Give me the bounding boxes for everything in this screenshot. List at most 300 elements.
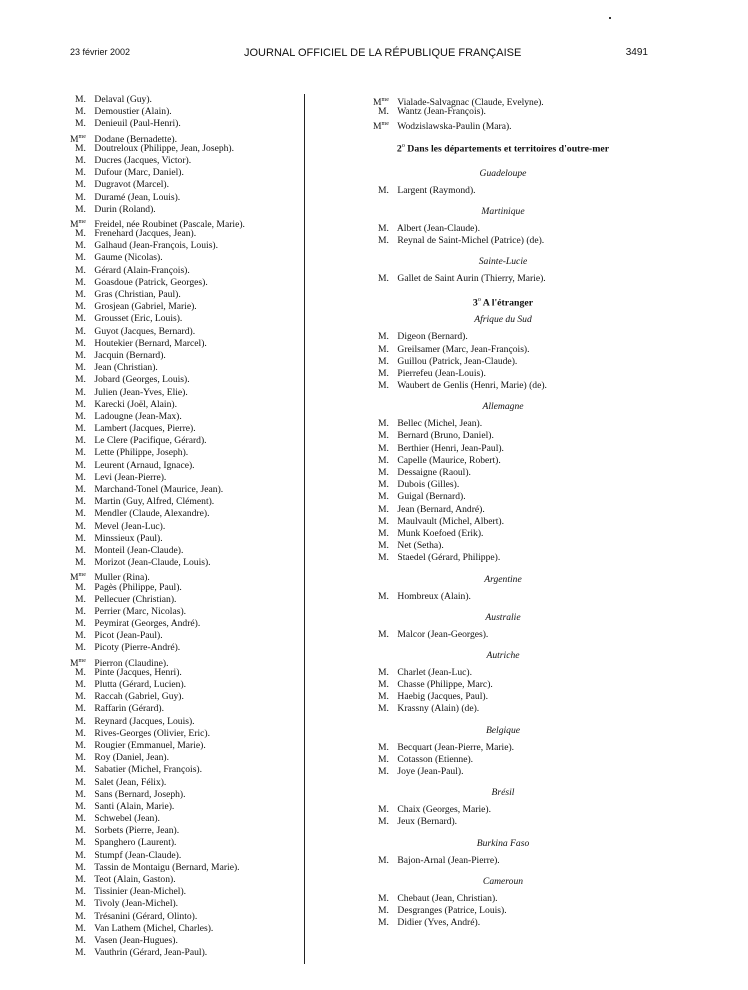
list-item [378,679,628,691]
list-item [75,204,295,216]
civility-title-sup: me [78,657,86,664]
list-item [75,374,295,386]
person-name: Waubert de Genlis (Henri, Marie) (de). [395,380,547,392]
person-name: Pierron (Claudine). [92,657,169,669]
civility-title: M. [75,252,86,264]
list-item [75,277,295,289]
list-item [75,801,295,813]
civility-title: M. [75,386,86,398]
civility-title: M. [75,459,86,471]
person-name: Bajon-Arnal (Jean-Pierre). [395,854,500,866]
civility-title: M. [75,167,86,179]
column-divider [304,94,305,964]
civility-title: M. [378,273,389,285]
list-item [75,179,295,191]
person-name: Lambert (Jacques, Pierre). [92,423,196,435]
list-item [75,118,295,130]
list-item [75,837,295,849]
list-item [378,703,628,715]
civility-title: M. [75,837,86,849]
civility-title: M. [75,764,86,776]
person-name: Capelle (Maurice, Robert). [395,454,501,466]
civility-title: M. [378,515,389,527]
country-heading: Australie [485,611,521,623]
civility-title: M. [378,184,389,196]
list-item [75,874,295,886]
list-item [378,742,628,754]
person-name: Picoty (Pierre-André). [92,642,181,654]
civility-title: M. [75,508,86,520]
civility-title: M. [75,484,86,495]
list-item [75,521,295,533]
person-name: Grousset (Eric, Louis). [92,313,183,325]
person-name: Ladougne (Jean-Max). [92,410,182,422]
civility-title: M. [75,605,86,617]
person-name: Jeux (Bernard). [395,816,458,828]
civility-title: M. [378,540,389,552]
person-name: Sorbets (Pierre, Jean). [92,825,180,837]
person-name: Sans (Bernard, Joseph). [92,788,186,800]
list-item [378,591,628,603]
list-item [378,185,628,197]
person-name: Net (Setha). [395,540,444,552]
page-number: 3491 [625,47,648,58]
civility-title: M. [75,557,86,569]
list-item [75,265,295,277]
list-item [75,642,295,654]
civility-title: M. [378,503,389,515]
civility-title: M. [378,917,389,929]
list-item [75,850,295,862]
list-item [75,94,295,106]
civility-title: M. [75,727,86,739]
person-name: Pinte (Jacques, Henri). [92,666,182,678]
person-name: Le Clere (Pacifique, Gérard). [92,435,207,447]
list-item [75,411,295,423]
list-item [70,655,295,669]
civility-title: M. [75,752,86,764]
person-name: Schwebel (Jean). [92,813,160,825]
list-item [75,326,295,338]
civility-title: M. [75,179,86,191]
person-name: Pagès (Philippe, Paul). [92,581,182,593]
civility-title: M. [378,222,389,234]
civility-title: M. [75,240,86,252]
header-date: 23 février 2002 [70,47,131,57]
list-item [378,905,628,917]
civility-title: M. [75,423,86,435]
person-name: Minssieux (Paul). [92,532,163,544]
person-name: Plutta (Gérard, Lucien). [92,679,187,690]
list-item [378,691,628,703]
person-name: Levi (Jean-Pierre). [92,471,167,483]
list-item [75,228,295,240]
person-name: Jobard (Georges, Louis). [92,374,190,386]
list-item [378,331,628,343]
civility-title: M. [75,898,86,910]
civility-title: M. [75,947,86,959]
civility-title: M. [75,715,86,727]
person-name: Morizot (Jean-Claude, Louis). [92,557,211,569]
person-name: Pellecuer (Christian). [92,593,177,605]
person-name: Galhaud (Jean-François, Louis). [92,240,219,252]
civility-title: M. [75,630,86,642]
list-item [75,399,295,411]
civility-title: M. [378,753,389,765]
person-name: Largent (Raymond). [395,184,476,196]
person-name: Duramé (Jean, Louis). [92,191,181,203]
civility-title: M. [378,380,389,392]
civility-title: M. [378,479,389,491]
list-item [378,667,628,679]
section-heading-text: Dans les départements et territoires d'outre-mer [404,142,610,154]
list-item [70,216,295,231]
list-item [75,935,295,947]
civility-title: $M^{me}$ [373,121,389,133]
person-name: Dugravot (Marcel). [92,179,169,191]
person-name: Durin (Roland). [92,203,156,215]
civility-title: M. [378,766,389,777]
civility-title: M. [75,337,86,349]
list-item [75,679,295,691]
person-name: Julien (Jean-Yves, Elie). [92,386,188,398]
list-item [75,667,295,679]
list-item [75,582,295,594]
civility-title: M. [75,471,86,483]
person-name: Chaix (Georges, Marie). [395,804,491,816]
list-item [378,816,628,828]
civility-title-sup: me [381,97,389,103]
civility-title: M. [75,228,86,240]
civility-title: M. [75,739,86,751]
list-item [378,380,628,392]
person-name: Joye (Jean-Paul). [395,766,464,777]
person-name: Bernard (Bruno, Daniel). [395,430,494,442]
person-name: Gérard (Alain-François). [92,264,190,276]
country-heading: Argentine [484,573,522,585]
civility-title: M. [75,154,86,166]
person-name: Ducres (Jacques, Victor). [92,154,192,166]
person-name: Teot (Alain, Gaston). [92,874,176,885]
person-name: Grosjean (Gabriel, Marie). [92,301,197,313]
civility-title: M. [75,581,86,593]
person-name: Albert (Jean-Claude). [395,222,480,234]
list-item [378,479,628,491]
section-heading-text: A l'étranger [480,297,534,309]
list-item [75,716,295,728]
civility-title: M. [75,520,86,532]
country-heading: Guadeloupe [479,167,527,179]
civility-title: M. [75,398,86,410]
person-name: Maulvault (Michel, Albert). [395,515,504,527]
civility-title: M. [75,203,86,215]
civility-title: M. [75,618,86,630]
civility-title: $M^{me}$ [70,572,86,584]
civility-title: $M^{me}$ [70,218,86,231]
person-name: Gallet de Saint Aurin (Thierry, Marie). [395,273,546,285]
list-item [75,447,295,459]
scan-speck [609,17,611,19]
list-item [75,143,295,155]
list-item [75,435,295,447]
list-item [378,855,628,867]
person-name: Karecki (Joël, Alain). [92,398,177,410]
civility-title-sup: me [381,121,389,128]
person-name: Wodzislawska-Paulin (Mara). [395,121,512,133]
person-name: Reynal de Saint-Michel (Patrice) (de). [395,234,545,246]
person-name: Charlet (Jean-Luc). [395,666,472,678]
civility-title: M. [75,642,86,654]
person-name: Houtekier (Bernard, Marcel). [92,337,207,349]
list-item [378,917,628,929]
list-item [75,630,295,642]
list-item [75,594,295,606]
list-item [75,252,295,264]
person-name: Monteil (Jean-Claude). [92,544,184,556]
person-name: Vauthrin (Gérard, Jean-Paul). [92,947,208,959]
section-heading: 3$^o$ A l'étranger [472,297,534,309]
civility-title: M. [378,691,389,703]
country-heading: Cameroun [482,875,524,887]
list-item [75,472,295,484]
list-item [378,368,628,380]
list-item [378,418,628,430]
civility-title: M. [378,491,389,503]
section-heading: 2$^o$ Dans les départements et territoires d'outre-mer [396,142,610,154]
person-name: Stumpf (Jean-Claude). [92,849,182,861]
section-number-sup: o [401,142,405,149]
civility-title: M. [75,289,86,300]
civility-title: M. [75,825,86,837]
person-name: Lette (Philippe, Joseph). [92,447,189,459]
person-name: Guigal (Bernard). [395,491,466,503]
list-item [378,629,628,641]
list-item [378,430,628,442]
page-header [0,47,748,63]
list-item [378,766,628,778]
list-item [373,94,628,109]
civility-title: M. [75,447,86,459]
civility-title: M. [75,410,86,422]
person-name: Raccah (Gabriel, Guy). [92,691,184,703]
civility-title: M. [378,741,389,753]
list-item [378,893,628,905]
person-name: Jacquin (Bernard). [92,349,166,361]
civility-title: M. [75,910,86,922]
civility-title: M. [75,106,86,118]
person-name: Marchand-Tonel (Maurice, Jean). [92,484,224,495]
person-name: Jean (Bernard, André). [395,503,485,515]
journal-title: JOURNAL OFFICIEL DE LA RÉPUBLIQUE FRANÇAISE [244,47,522,59]
right-column [373,94,628,929]
left-column [70,94,295,959]
person-name: Dodane (Bernadette). [92,133,177,145]
civility-title: M. [378,892,389,904]
person-name: Chebaut (Jean, Christian). [395,892,498,904]
section-number-sup: o [477,297,481,304]
list-item [75,106,295,118]
civility-title: M. [378,442,389,454]
list-item [75,240,295,252]
country-heading: Belgique [485,724,521,736]
civility-title: M. [75,922,86,934]
list-item [75,898,295,910]
civility-title: M. [378,527,389,539]
person-name: Krassny (Alain) (de). [395,703,480,715]
list-item [75,508,295,520]
list-item [378,344,628,356]
person-name: Gaume (Nicolas). [92,252,163,264]
person-name: Becquart (Jean-Pierre, Marie). [395,741,515,753]
list-item [75,728,295,740]
list-item [75,618,295,630]
list-item [75,947,295,959]
civility-title: M. [75,496,86,508]
civility-title: M. [378,904,389,916]
list-item [378,491,628,503]
civility-title: M. [75,813,86,825]
person-name: Rougier (Emmanuel, Marie). [92,739,206,751]
civility-title: M. [378,628,389,640]
list-item [75,350,295,362]
civility-title: M. [378,331,389,343]
person-name: Mendler (Claude, Alexandre). [92,508,210,520]
civility-title: M. [378,418,389,430]
civility-title: M. [378,467,389,478]
person-name: Picot (Jean-Paul). [92,630,163,642]
person-name: Dubois (Gilles). [395,479,460,491]
country-heading: Sainte-Lucie [478,256,528,268]
civility-title-sup: me [78,133,86,140]
list-item [75,862,295,874]
person-name: Dessaigne (Raoul). [395,467,471,478]
civility-title: M. [378,234,389,246]
list-item [75,813,295,825]
list-item [75,825,295,837]
list-item [378,223,628,235]
list-item [378,106,628,118]
list-item [75,923,295,935]
list-item [378,540,628,552]
list-item [378,804,628,816]
list-item [75,606,295,618]
person-name: Reynard (Jacques, Louis). [92,715,195,727]
civility-title: M. [378,854,389,866]
civility-title: M. [75,142,86,154]
person-name: Peymirat (Georges, André). [92,618,201,630]
person-name: Denieuil (Paul-Henri). [92,118,181,130]
civility-title: M. [75,800,86,812]
list-item [75,557,295,569]
list-item [75,460,295,472]
list-item [75,764,295,776]
civility-title: $M^{me}$ [70,133,86,145]
civility-title: M. [75,691,86,703]
civility-title: M. [75,118,86,130]
civility-title: M. [75,313,86,325]
person-name: Guyot (Jacques, Bernard). [92,325,196,337]
list-item [75,423,295,435]
list-item [75,484,295,496]
civility-title: M. [75,874,86,885]
civility-title: M. [75,374,86,386]
list-item [75,752,295,764]
person-name: Leurent (Arnaud, Ignace). [92,459,195,471]
person-name: Tassin de Montaigu (Bernard, Marie). [92,861,240,873]
civility-title: M. [378,590,389,602]
list-item [75,155,295,167]
person-name: Digeon (Bernard). [395,331,468,343]
list-item [75,886,295,898]
person-name: Sabatier (Michel, François). [92,764,203,776]
civility-title: M. [75,532,86,544]
civility-title: M. [378,679,389,691]
person-name: Delaval (Guy). [92,94,152,105]
civility-title: M. [378,430,389,442]
person-name: Spanghero (Laurent). [92,837,177,849]
civility-title: M. [378,666,389,678]
person-name: Muller (Rina). [92,572,150,584]
civility-title: M. [75,849,86,861]
country-heading: Allemagne [482,401,524,413]
list-item [70,569,295,584]
civility-title: M. [75,788,86,800]
civility-title: M. [378,367,389,379]
list-item [378,455,628,467]
list-item [378,443,628,455]
person-name: Didier (Yves, André). [395,917,481,929]
civility-title: M. [75,776,86,788]
person-name: Doutreloux (Philippe, Jean, Joseph). [92,142,235,154]
person-name: Santi (Alain, Marie). [92,800,175,812]
person-name: Mevel (Jean-Luc). [92,520,166,532]
civility-title: M. [75,94,86,105]
person-name: Rives-Georges (Olivier, Eric). [92,727,210,739]
person-name: Goasdoue (Patrick, Georges). [92,276,208,288]
list-item [75,703,295,715]
person-name: Vialade-Salvagnac (Claude, Evelyne). [395,97,544,109]
civility-title: M. [75,435,86,447]
list-item [378,552,628,564]
person-name: Martin (Guy, Alfred, Clément). [92,496,215,508]
civility-title: M. [378,106,389,118]
list-item [378,516,628,528]
list-item [75,777,295,789]
person-name: Dufour (Marc, Daniel). [92,167,184,179]
civility-title: M. [378,552,389,564]
list-item [75,313,295,325]
list-item [75,301,295,313]
civility-title: M. [75,362,86,374]
civility-title: M. [75,934,86,946]
civility-title: M. [75,666,86,678]
country-heading: Burkina Faso [476,837,530,849]
person-name: Chasse (Philippe, Marc). [395,679,493,691]
person-name: Gras (Christian, Paul). [92,289,181,300]
person-name: Staedel (Gérard, Philippe). [395,552,501,564]
civility-title-sup: me [78,218,86,225]
list-item [378,467,628,479]
civility-title: M. [75,886,86,898]
person-name: Trésanini (Gérard, Olinto). [92,910,198,922]
person-name: Raffarin (Gérard). [92,703,165,715]
person-name: Roy (Daniel, Jean). [92,752,169,764]
list-item [75,289,295,301]
person-name: Frenehard (Jacques, Jean). [92,228,197,240]
country-heading: Brésil [491,787,515,799]
list-item [378,273,628,285]
person-name: Bellec (Michel, Jean). [395,418,483,430]
